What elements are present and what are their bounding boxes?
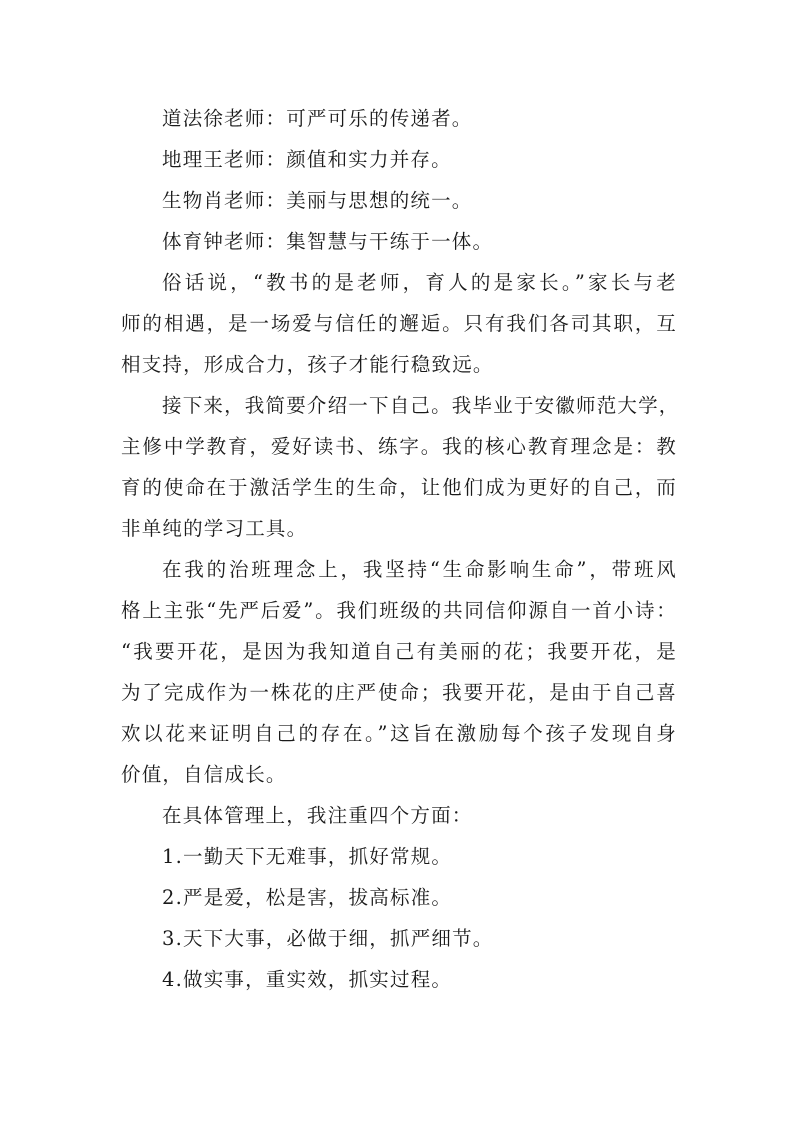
list-item: 2.严是爱，松是害，拔高标准。 — [162, 886, 453, 909]
list-item: 4.做实事，重实效，抓实过程。 — [162, 968, 453, 991]
text-line: 育的使命在于激活学生的生命，让他们成为更好的自己，而 — [121, 476, 677, 499]
document-body — [121, 98, 680, 1000]
text-line: 相支持，形成合力，孩子才能行稳致远。 — [121, 353, 494, 376]
text-line: 价值，自信成长。 — [121, 763, 287, 786]
text-line: 道法徐老师：可严可乐的传递者。 — [162, 107, 473, 130]
text-line: 接下来，我简要介绍一下自己。我毕业于安徽师范大学， — [162, 394, 680, 417]
text-line: “我要开花，是因为我知道自己有美丽的花；我要开花，是 — [121, 640, 677, 663]
list-item: 3.天下大事，必做于细，抓严细节。 — [162, 927, 494, 950]
text-line: 主修中学教育，爱好读书、练字。我的核心教育理念是：教 — [121, 435, 677, 458]
list-item: 1.一勤天下无难事，抓好常规。 — [162, 845, 453, 868]
text-line: 格上主张“先严后爱”。我们班级的共同信仰源自一首小诗： — [121, 599, 677, 622]
text-line: 体育钟老师：集智慧与干练于一体。 — [162, 230, 494, 253]
text-line: 地理王老师：颜值和实力并存。 — [162, 148, 452, 171]
text-line: 俗话说，“教书的是老师，育人的是家长。”家长与老 — [162, 271, 677, 294]
text-line: 为了完成作为一株花的庄严使命；我要开花，是由于自己喜 — [121, 681, 677, 704]
text-line: 在我的治班理念上，我坚持“生命影响生命”，带班风 — [162, 558, 677, 581]
text-line: 生物肖老师：美丽与思想的统一。 — [162, 189, 473, 212]
text-line: 非单纯的学习工具。 — [121, 517, 308, 540]
text-line: 欢以花来证明自己的存在。”这旨在激励每个孩子发现自身 — [121, 722, 677, 745]
text-line: 师的相遇，是一场爱与信任的邂逅。只有我们各司其职，互 — [121, 312, 677, 335]
text-line: 在具体管理上，我注重四个方面： — [162, 804, 473, 827]
